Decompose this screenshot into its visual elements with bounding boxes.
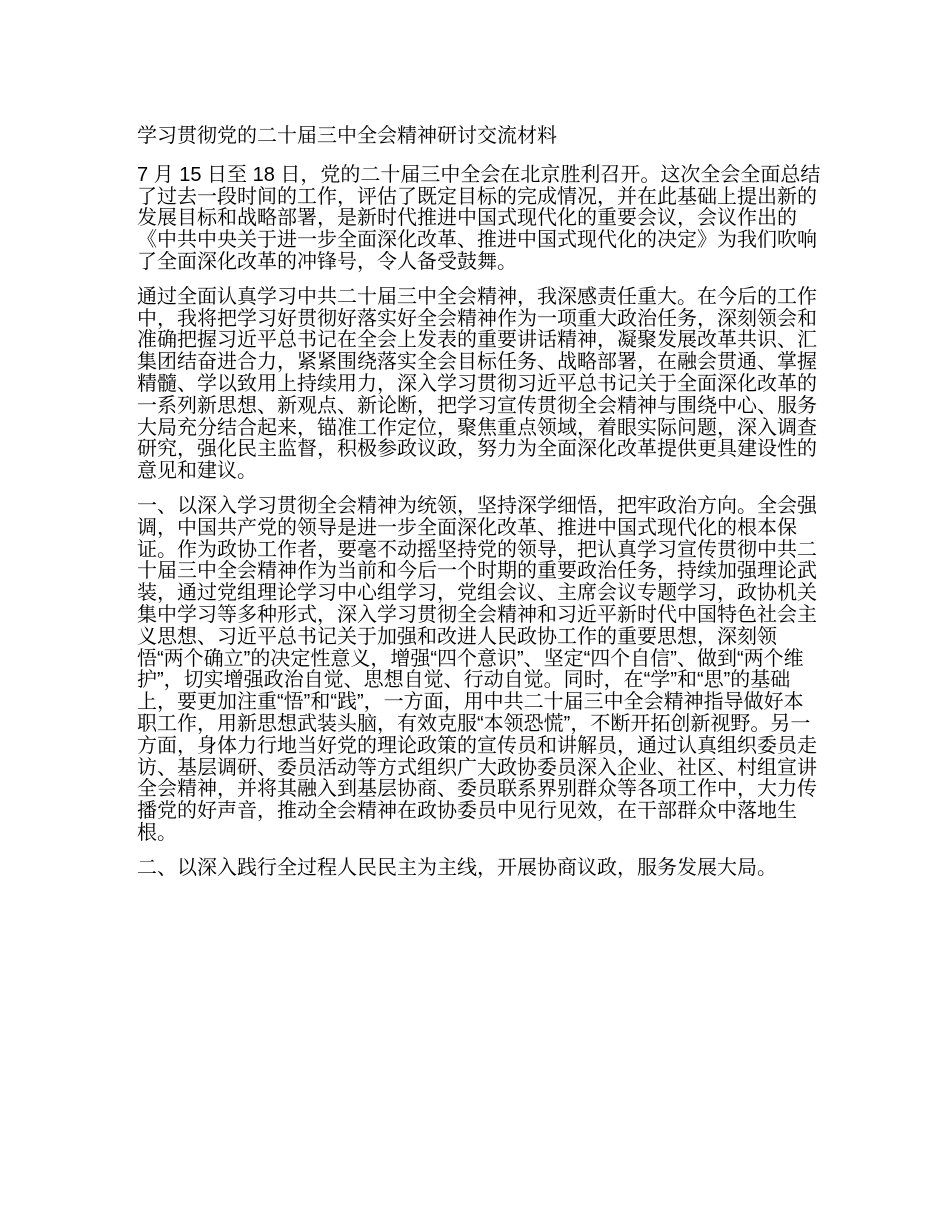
document-title: 学习贯彻党的二十届三中全会精神研讨交流材料 — [137, 125, 557, 147]
body-paragraph-2: 通过全面认真学习中共二十届三中全会精神，我深感责任重大。在今后的工作中，我将把学习好贯彻好落实好全会精神作为一项重大政治任务，深刻领会和准确把握习近平总书记在全会上发表的重要讲话精神，凝聚发展改革共识、汇集团结奋进合力，紧紧围绕落实全会目标任务、战略部署，在融会贯通、掌握精髓、学以致用上持续用力，深入学习贯彻习近平总书记关于全面深化改革的一系列新思想、新观点、新论断，把学习宣传贯彻全会精神与围绕中心、服务大局充分结合起来，锚准工作定位，聚焦重点领域，着眼实际问题，深入调查研究，强化民主监督，积极参政议政，努力为全面深化改革提供更具建设性的意见和建议。 — [137, 285, 817, 483]
body-paragraph-3: 一、以深入学习贯彻全会精神为统领，坚持深学细悟，把牢政治方向。全会强调，中国共产党的领导是进一步全面深化改革、推进中国式现代化的根本保证。作为政协工作者，要毫不动摇坚持党的领导，把认真学习宣传贯彻中共二十届三中全会精神作为当前和今后一个时期的重要政治任务，持续加强理论武装，通过党组理论学习中心组学习，党组会议、主席会议专题学习，政协机关集中学习等多种形式，深入学习贯彻全会精神和习近平新时代中国特色社会主义思想、习近平总书记关于加强和改进人民政协工作的重要思想，深刻领悟“两个确立”的决定性意义，增强“四个意识”、坚定“四个自信”、做到“两个维护”，切实增强政治自觉、思想自觉、行动自觉。同时，在“学”和“思”的基础上，要更加注重“悟”和“践”，一方面，用中共二十届三中全会精神指导做好本职工作，用新思想武装头脑，有效克服“本领恐慌”，不断开拓创新视野。另一方面，身体力行地当好党的理论政策的宣传员和讲解员，通过认真组织委员走访、基层调研、委员活动等方式组织广大政协委员深入企业、社区、村组宣讲全会精神，并将其融入到基层协商、委员联系界别群众等各项工作中，大力传播党的好声音，推动全会精神在政协委员中见行见效，在干部群众中落地生根。 — [137, 494, 817, 844]
document-content — [137, 126, 823, 893]
body-paragraph-4: 二、以深入践行全过程人民民主为主线，开展协商议政，服务发展大局。 — [137, 856, 777, 879]
body-paragraph-1: 7 月 15 日至 18 日，党的二十届三中全会在北京胜利召开。这次全会全面总结了过去一段时间的工作，评估了既定目标的完成情况，并在此基础上提出新的发展目标和战略部署，是新时代推进中国式现代化的重要会议，会议作出的《中共中央关于进一步全面深化改革、推进中国式现代化的决定》为我们吹响了全面深化改革的冲锋号，令人备受鼓舞。 — [137, 163, 821, 273]
